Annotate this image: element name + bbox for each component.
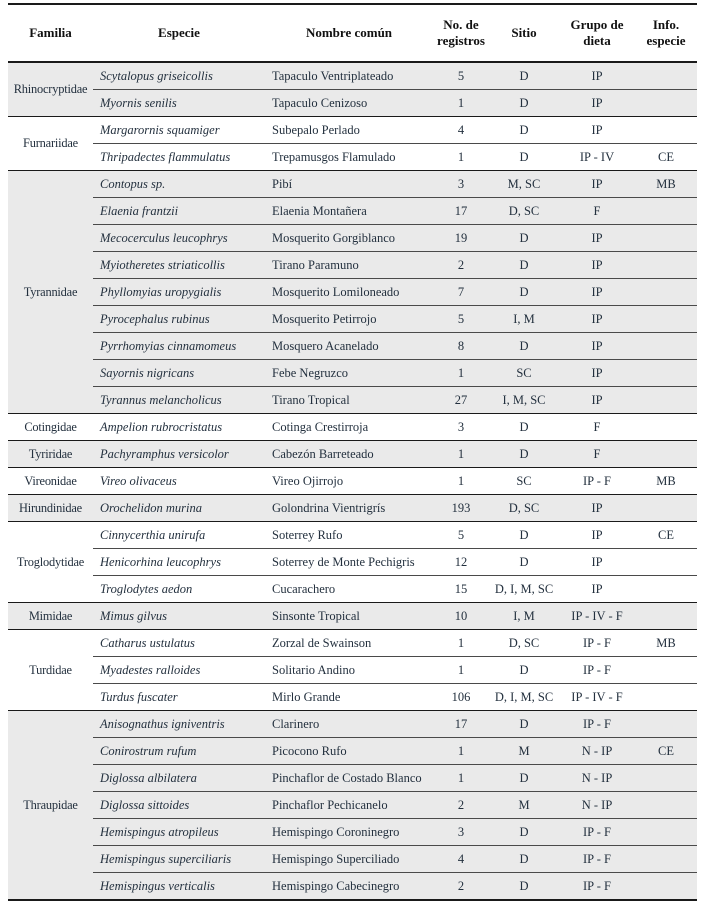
cell-especie: Phyllomyias uropygialis: [100, 284, 222, 299]
column-header-no-de-registros: No. de registros: [437, 16, 485, 48]
cell-no-de-registros: 1: [457, 95, 465, 110]
cell-no-de-registros: 3: [457, 419, 465, 434]
species-row: [93, 63, 697, 89]
family-block: [8, 413, 697, 440]
species-row: [93, 117, 697, 143]
species-row: [93, 305, 697, 332]
cell-no-de-registros: 1: [457, 770, 465, 785]
bird-species-table: [8, 3, 697, 901]
family-species-rows: [93, 522, 697, 602]
cell-nombre-comun: Pinchaflor de Costado Blanco: [272, 770, 422, 785]
species-row: [93, 224, 697, 251]
cell-especie: Diglossa albilatera: [100, 770, 197, 785]
cell-especie: Elaenia frantzii: [100, 203, 179, 218]
cell-grupo-de-dieta: IP: [591, 176, 603, 191]
cell-sitio: M: [518, 743, 530, 758]
cell-nombre-comun: Sinsonte Tropical: [272, 608, 360, 623]
cell-grupo-de-dieta: IP: [591, 527, 603, 542]
cell-sitio: M, SC: [507, 176, 541, 191]
species-row: [93, 656, 697, 683]
species-row: [93, 251, 697, 278]
cell-no-de-registros: 4: [457, 122, 465, 137]
cell-grupo-de-dieta: F: [593, 446, 601, 461]
cell-especie: Tyrannus melancholicus: [100, 392, 222, 407]
cell-grupo-de-dieta: IP: [591, 284, 603, 299]
cell-nombre-comun: Hemispingo Coroninegro: [272, 824, 400, 839]
family-name: Furnariidae: [23, 136, 78, 150]
cell-no-de-registros: 2: [457, 257, 465, 272]
cell-especie: Orochelidon murina: [100, 500, 202, 515]
cell-sitio: D: [519, 662, 529, 677]
species-row: [93, 603, 697, 629]
cell-grupo-de-dieta: F: [593, 419, 601, 434]
cell-nombre-comun: Hemispingo Cabecinegro: [272, 878, 400, 893]
family-block: [8, 440, 697, 467]
cell-sitio: I, M, SC: [502, 392, 546, 407]
cell-especie: Hemispingus atropileus: [100, 824, 219, 839]
cell-nombre-comun: Picocono Rufo: [272, 743, 347, 758]
cell-nombre-comun: Soterrey de Monte Pechigris: [272, 554, 415, 569]
cell-especie: Anisognathus igniventris: [100, 716, 225, 731]
cell-nombre-comun: Mosquerito Petirrojo: [272, 311, 377, 326]
cell-no-de-registros: 17: [454, 716, 468, 731]
cell-sitio: D: [519, 122, 529, 137]
cell-no-de-registros: 10: [454, 608, 468, 623]
family-name: Thraupidae: [23, 797, 78, 812]
species-row: [93, 845, 697, 872]
species-row: [93, 441, 697, 467]
cell-no-de-registros: 1: [457, 635, 465, 650]
species-row: [93, 197, 697, 224]
cell-grupo-de-dieta: IP - F: [582, 824, 611, 839]
cell-nombre-comun: Subepalo Perlado: [272, 122, 360, 137]
cell-sitio: D: [519, 446, 529, 461]
cell-especie: Sayornis nigricans: [100, 365, 195, 380]
family-name: Rhinocryptidae: [13, 82, 88, 96]
cell-sitio: D: [519, 284, 529, 299]
species-row: [93, 630, 697, 656]
cell-nombre-comun: Mosquerito Lomiloneado: [272, 284, 400, 299]
cell-grupo-de-dieta: IP - IV: [579, 149, 615, 164]
species-row: [93, 818, 697, 845]
family-name: Troglodytidae: [16, 554, 85, 569]
cell-no-de-registros: 1: [457, 662, 465, 677]
species-row: [93, 711, 697, 737]
column-header-especie: Especie: [158, 24, 200, 40]
cell-grupo-de-dieta: IP: [591, 581, 603, 596]
cell-info-especie: MB: [656, 473, 676, 488]
column-header-familia: Familia: [29, 24, 72, 40]
family-name: Mimidae: [28, 608, 73, 623]
cell-grupo-de-dieta: IP: [591, 554, 603, 569]
family-name: Hirundinidae: [19, 500, 82, 515]
cell-sitio: D: [519, 338, 529, 353]
cell-especie: Pyrrhomyias cinnamomeus: [100, 338, 237, 353]
cell-nombre-comun: Tapaculo Ventriplateado: [272, 68, 394, 83]
cell-no-de-registros: 2: [457, 797, 465, 812]
cell-grupo-de-dieta: IP: [591, 68, 603, 83]
cell-especie: Myadestes ralloides: [100, 662, 201, 677]
cell-nombre-comun: Tapaculo Cenizoso: [272, 95, 368, 110]
family-block: [8, 170, 697, 413]
cell-grupo-de-dieta: N - IP: [581, 743, 613, 758]
species-row: [93, 468, 697, 494]
species-row: [93, 278, 697, 305]
cell-sitio: D, SC: [508, 500, 540, 515]
cell-sitio: D: [519, 68, 529, 83]
species-row: [93, 737, 697, 764]
species-row: [93, 414, 697, 440]
family-species-rows: [93, 603, 697, 629]
cell-no-de-registros: 19: [454, 230, 468, 245]
cell-no-de-registros: 2: [457, 878, 465, 893]
family-name: Vireonidae: [24, 473, 77, 488]
cell-nombre-comun: Solitario Andino: [272, 662, 355, 677]
cell-especie: Margarornis squamiger: [100, 122, 220, 137]
cell-no-de-registros: 1: [457, 446, 465, 461]
cell-grupo-de-dieta: IP: [591, 95, 603, 110]
cell-sitio: D: [519, 257, 529, 272]
cell-especie: Myornis senilis: [100, 95, 177, 110]
cell-info-especie: CE: [658, 743, 674, 758]
cell-no-de-registros: 3: [457, 824, 465, 839]
cell-no-de-registros: 193: [451, 500, 471, 515]
cell-no-de-registros: 17: [454, 203, 468, 218]
cell-no-de-registros: 5: [457, 527, 465, 542]
cell-especie: Catharus ustulatus: [100, 635, 195, 650]
cell-especie: Ampelion rubrocristatus: [100, 419, 223, 434]
table-header-row: [8, 5, 697, 63]
cell-sitio: D, SC: [508, 635, 540, 650]
family-species-rows: [93, 414, 697, 440]
species-row: [93, 683, 697, 710]
family-name: Tyriridae: [28, 446, 73, 461]
cell-nombre-comun: Febe Negruzco: [272, 365, 349, 380]
cell-no-de-registros: 1: [457, 365, 465, 380]
cell-nombre-comun: Soterrey Rufo: [272, 527, 343, 542]
family-block: [8, 63, 697, 116]
cell-info-especie: MB: [656, 176, 676, 191]
cell-no-de-registros: 7: [457, 284, 465, 299]
cell-nombre-comun: Cucarachero: [272, 581, 336, 596]
species-row: [93, 89, 697, 116]
family-name: Cotingidae: [24, 419, 77, 434]
cell-no-de-registros: 1: [457, 149, 465, 164]
cell-no-de-registros: 27: [454, 392, 468, 407]
family-species-rows: [93, 117, 697, 170]
family-species-rows: [93, 711, 697, 899]
cell-grupo-de-dieta: IP - IV - F: [571, 689, 623, 704]
cell-sitio: I, M: [513, 311, 535, 326]
cell-sitio: D: [519, 824, 529, 839]
species-row: [93, 143, 697, 170]
cell-grupo-de-dieta: IP: [591, 365, 603, 380]
family-block: [8, 629, 697, 710]
cell-grupo-de-dieta: IP - F: [582, 878, 611, 893]
cell-no-de-registros: 5: [457, 311, 465, 326]
family-species-rows: [93, 468, 697, 494]
cell-no-de-registros: 4: [457, 851, 465, 866]
cell-no-de-registros: 12: [454, 554, 468, 569]
species-row: [93, 872, 697, 899]
cell-nombre-comun: Golondrina Vientrigrís: [272, 500, 386, 515]
cell-nombre-comun: Pibí: [272, 176, 293, 191]
family-species-rows: [93, 171, 697, 413]
family-species-rows: [93, 63, 697, 116]
cell-no-de-registros: 15: [454, 581, 468, 596]
cell-especie: Myiotheretes striaticollis: [100, 257, 225, 272]
family-block: [8, 467, 697, 494]
cell-no-de-registros: 8: [457, 338, 465, 353]
species-row: [93, 359, 697, 386]
cell-sitio: D: [519, 419, 529, 434]
cell-grupo-de-dieta: IP: [591, 122, 603, 137]
cell-especie: Troglodytes aedon: [100, 581, 193, 596]
species-row: [93, 332, 697, 359]
cell-grupo-de-dieta: F: [593, 203, 601, 218]
cell-sitio: D: [519, 878, 529, 893]
cell-especie: Hemispingus superciliaris: [100, 851, 232, 866]
cell-especie: Cinnycerthia unirufa: [100, 527, 206, 542]
family-block: [8, 521, 697, 602]
cell-grupo-de-dieta: IP - F: [582, 716, 611, 731]
cell-grupo-de-dieta: N - IP: [581, 770, 613, 785]
cell-sitio: SC: [516, 473, 532, 488]
cell-especie: Diglossa sittoides: [100, 797, 190, 812]
cell-no-de-registros: 1: [457, 743, 465, 758]
cell-nombre-comun: Trepamusgos Flamulado: [272, 149, 396, 164]
cell-nombre-comun: Mosquero Acanelado: [272, 338, 379, 353]
cell-especie: Turdus fuscater: [100, 689, 178, 704]
cell-especie: Mecocerculus leucophrys: [100, 230, 228, 245]
family-species-rows: [93, 630, 697, 710]
family-block: [8, 116, 697, 170]
cell-sitio: I, M: [513, 608, 535, 623]
table-body: [8, 63, 697, 899]
cell-sitio: M: [518, 797, 530, 812]
cell-grupo-de-dieta: IP - F: [582, 635, 611, 650]
cell-nombre-comun: Mirlo Grande: [272, 689, 341, 704]
family-species-rows: [93, 441, 697, 467]
family-name: Turdidae: [29, 662, 72, 677]
cell-grupo-de-dieta: IP: [591, 230, 603, 245]
cell-no-de-registros: 5: [457, 68, 465, 83]
cell-nombre-comun: Tirano Paramuno: [272, 257, 359, 272]
cell-nombre-comun: Clarinero: [272, 716, 320, 731]
cell-sitio: D: [519, 230, 529, 245]
family-block: [8, 494, 697, 521]
species-row: [93, 495, 697, 521]
cell-especie: Hemispingus verticalis: [100, 878, 215, 893]
cell-grupo-de-dieta: IP: [591, 338, 603, 353]
cell-especie: Mimus gilvus: [100, 608, 168, 623]
family-name: Tyrannidae: [23, 284, 78, 299]
family-species-rows: [93, 495, 697, 521]
cell-nombre-comun: Vireo Ojirrojo: [272, 473, 344, 488]
cell-sitio: D, I, M, SC: [494, 689, 554, 704]
cell-sitio: D: [519, 716, 529, 731]
species-row: [93, 522, 697, 548]
cell-nombre-comun: Zorzal de Swainson: [272, 635, 372, 650]
cell-especie: Thripadectes flammulatus: [100, 149, 231, 164]
cell-sitio: SC: [516, 365, 532, 380]
cell-info-especie: MB: [656, 635, 676, 650]
cell-especie: Pachyramphus versicolor: [100, 446, 229, 461]
cell-grupo-de-dieta: IP - F: [582, 662, 611, 677]
cell-especie: Vireo olivaceus: [100, 473, 177, 488]
cell-sitio: D: [519, 554, 529, 569]
cell-nombre-comun: Pinchaflor Pechicanelo: [272, 797, 388, 812]
cell-info-especie: CE: [658, 527, 674, 542]
cell-grupo-de-dieta: IP - IV - F: [571, 608, 623, 623]
cell-grupo-de-dieta: IP - F: [582, 473, 611, 488]
cell-nombre-comun: Mosquerito Gorgiblanco: [272, 230, 396, 245]
cell-sitio: D: [519, 770, 529, 785]
species-row: [93, 575, 697, 602]
species-row: [93, 548, 697, 575]
cell-sitio: D: [519, 851, 529, 866]
cell-grupo-de-dieta: IP: [591, 311, 603, 326]
species-row: [93, 171, 697, 197]
family-block: [8, 710, 697, 899]
cell-grupo-de-dieta: IP: [591, 257, 603, 272]
species-row: [93, 386, 697, 413]
family-block: [8, 602, 697, 629]
cell-grupo-de-dieta: IP - F: [582, 851, 611, 866]
species-row: [93, 791, 697, 818]
cell-grupo-de-dieta: IP: [591, 500, 603, 515]
cell-especie: Conirostrum rufum: [100, 743, 197, 758]
cell-nombre-comun: Tirano Tropical: [272, 392, 350, 407]
cell-no-de-registros: 106: [451, 689, 471, 704]
cell-info-especie: CE: [658, 149, 674, 164]
cell-nombre-comun: Elaenia Montañera: [272, 203, 367, 218]
cell-no-de-registros: 1: [457, 473, 465, 488]
cell-sitio: D, I, M, SC: [494, 581, 554, 596]
cell-sitio: D, SC: [508, 203, 540, 218]
cell-sitio: D: [519, 527, 529, 542]
cell-sitio: D: [519, 95, 529, 110]
cell-especie: Henicorhina leucophrys: [100, 554, 221, 569]
column-header-nombre-comun: Nombre común: [305, 24, 393, 40]
column-header-sitio: Sitio: [511, 24, 537, 40]
column-header-info-especie: Info. especie: [646, 16, 686, 48]
cell-nombre-comun: Cabezón Barreteado: [272, 446, 374, 461]
cell-grupo-de-dieta: IP: [591, 392, 603, 407]
cell-especie: Pyrocephalus rubinus: [100, 311, 210, 326]
cell-sitio: D: [519, 149, 529, 164]
cell-no-de-registros: 3: [457, 176, 465, 191]
cell-especie: Scytalopus griseicollis: [100, 68, 213, 83]
cell-nombre-comun: Hemispingo Superciliado: [272, 851, 400, 866]
column-header-grupo-de-dieta: Grupo de dieta: [570, 16, 624, 48]
cell-nombre-comun: Cotinga Crestirroja: [272, 419, 369, 434]
cell-especie: Contopus sp.: [100, 176, 166, 191]
cell-grupo-de-dieta: N - IP: [581, 797, 613, 812]
species-row: [93, 764, 697, 791]
